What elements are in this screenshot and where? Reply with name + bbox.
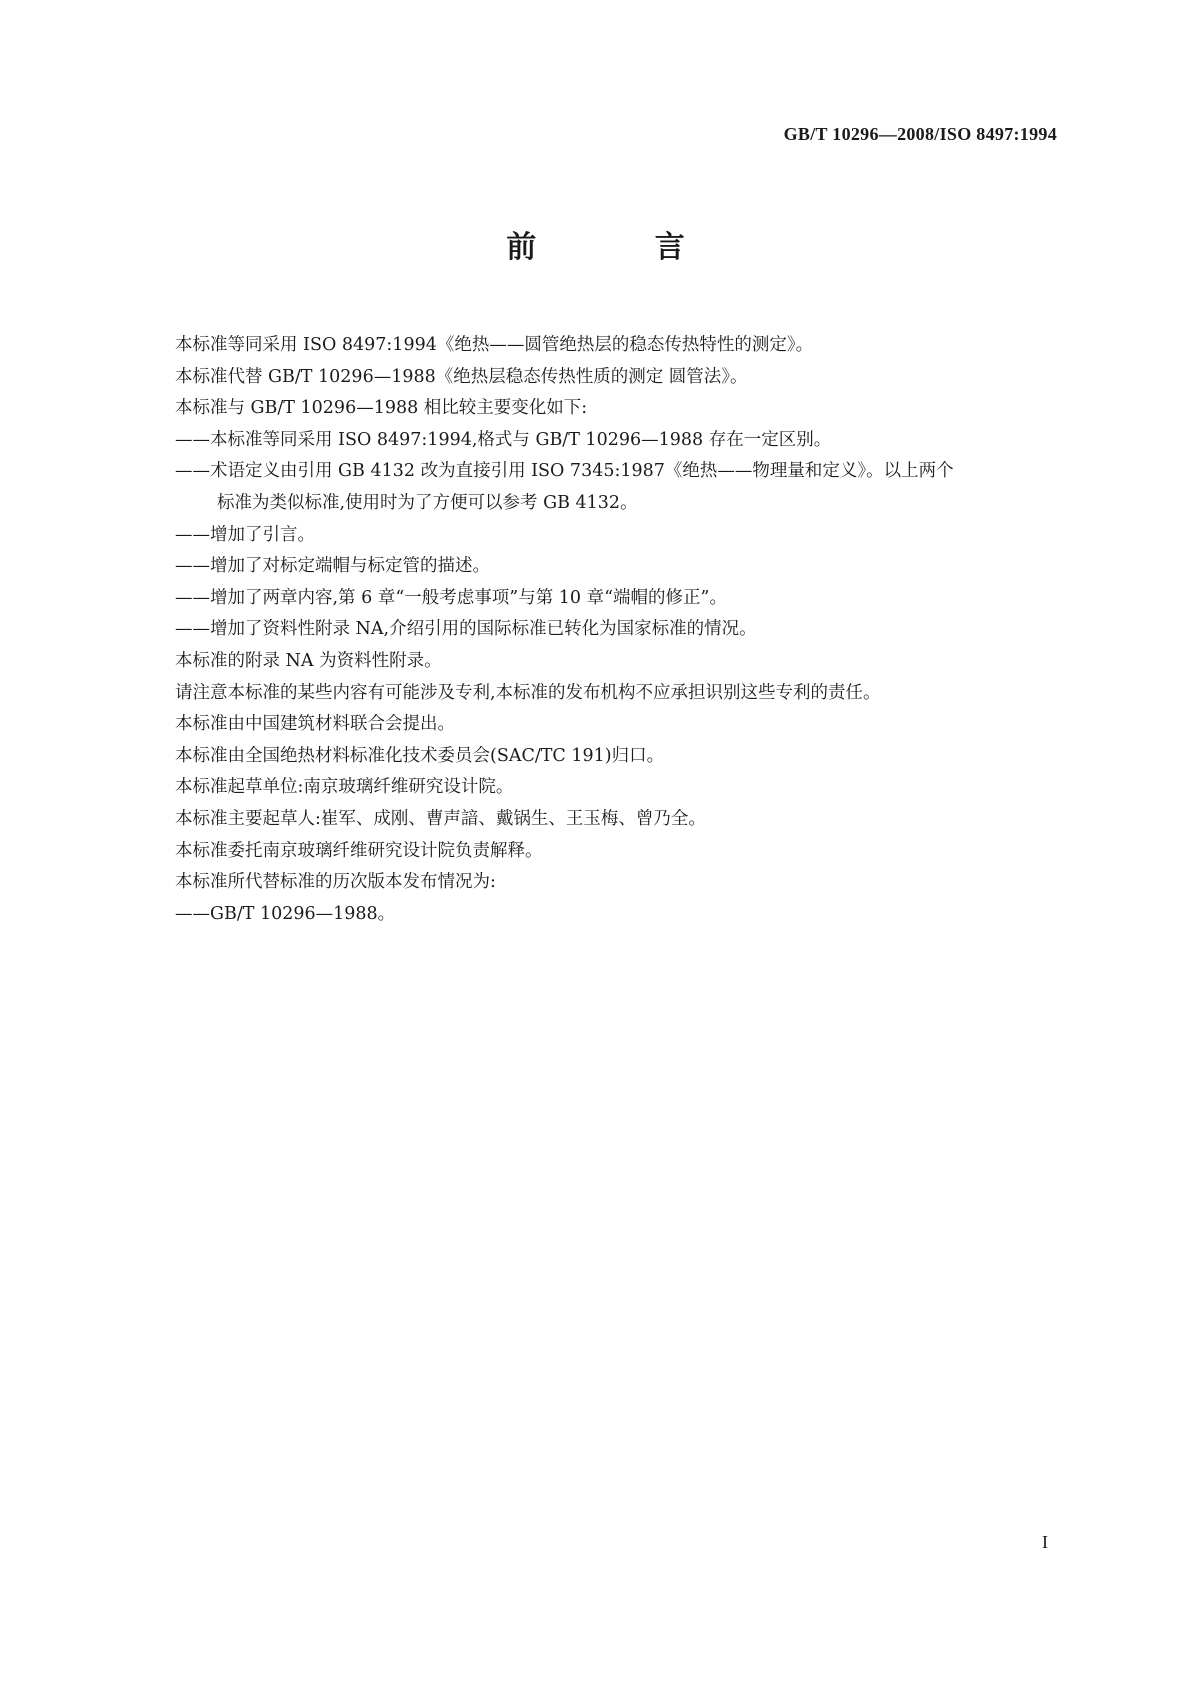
text-line: 本标准代替 GB/T 10296—1988《绝热层稳态传热性质的测定 圆管法》。	[175, 366, 748, 387]
standard-code: GB/T 10296—2008/ISO 8497:1994	[783, 124, 1057, 144]
foreword-body	[175, 330, 1065, 930]
text-line: 本标准委托南京玻璃纤维研究设计院负责解释。	[175, 840, 543, 861]
text-line: 请注意本标准的某些内容有可能涉及专利,本标准的发布机构不应承担识别这些专利的责任。	[175, 682, 881, 703]
text-line: 本标准等同采用 ISO 8497:1994《绝热——圆管绝热层的稳态传热特性的测定》。	[175, 335, 814, 355]
text-line: 本标准与 GB/T 10296—1988 相比较主要变化如下:	[175, 398, 588, 419]
list-item: ——增加了引言。	[175, 524, 315, 545]
text-line: 本标准由全国绝热材料标准化技术委员会(SAC/TC 191)归口。	[175, 745, 665, 766]
text-line: 本标准由中国建筑材料联合会提出。	[175, 714, 455, 735]
list-item: ——术语定义由引用 GB 4132 改为直接引用 ISO 7345:1987《绝热——物理量和定义》。以上两个	[175, 461, 954, 482]
list-item: ——本标准等同采用 ISO 8497:1994,格式与 GB/T 10296—1988 存在一定区别。	[175, 429, 832, 450]
list-item-continuation: 标准为类似标准,使用时为了方便可以参考 GB 4132。	[217, 492, 638, 513]
text-line: 本标准起草单位:南京玻璃纤维研究设计院。	[175, 777, 514, 798]
page-number: I	[1042, 1532, 1048, 1552]
list-item: ——增加了资料性附录 NA,介绍引用的国际标准已转化为国家标准的情况。	[175, 619, 757, 640]
text-line: 本标准的附录 NA 为资料性附录。	[175, 650, 442, 671]
list-item: ——GB/T 10296—1988。	[175, 903, 396, 924]
page-title: 前 言	[506, 230, 739, 265]
list-item: ——增加了两章内容,第 6 章“一般考虑事项”与第 10 章“端帽的修正”。	[175, 587, 728, 608]
list-item: ——增加了对标定端帽与标定管的描述。	[175, 556, 490, 577]
text-line: 本标准主要起草人:崔军、成刚、曹声諳、戴锅生、王玉梅、曾乃全。	[175, 808, 706, 829]
text-line: 本标准所代替标准的历次版本发布情况为:	[175, 872, 496, 893]
